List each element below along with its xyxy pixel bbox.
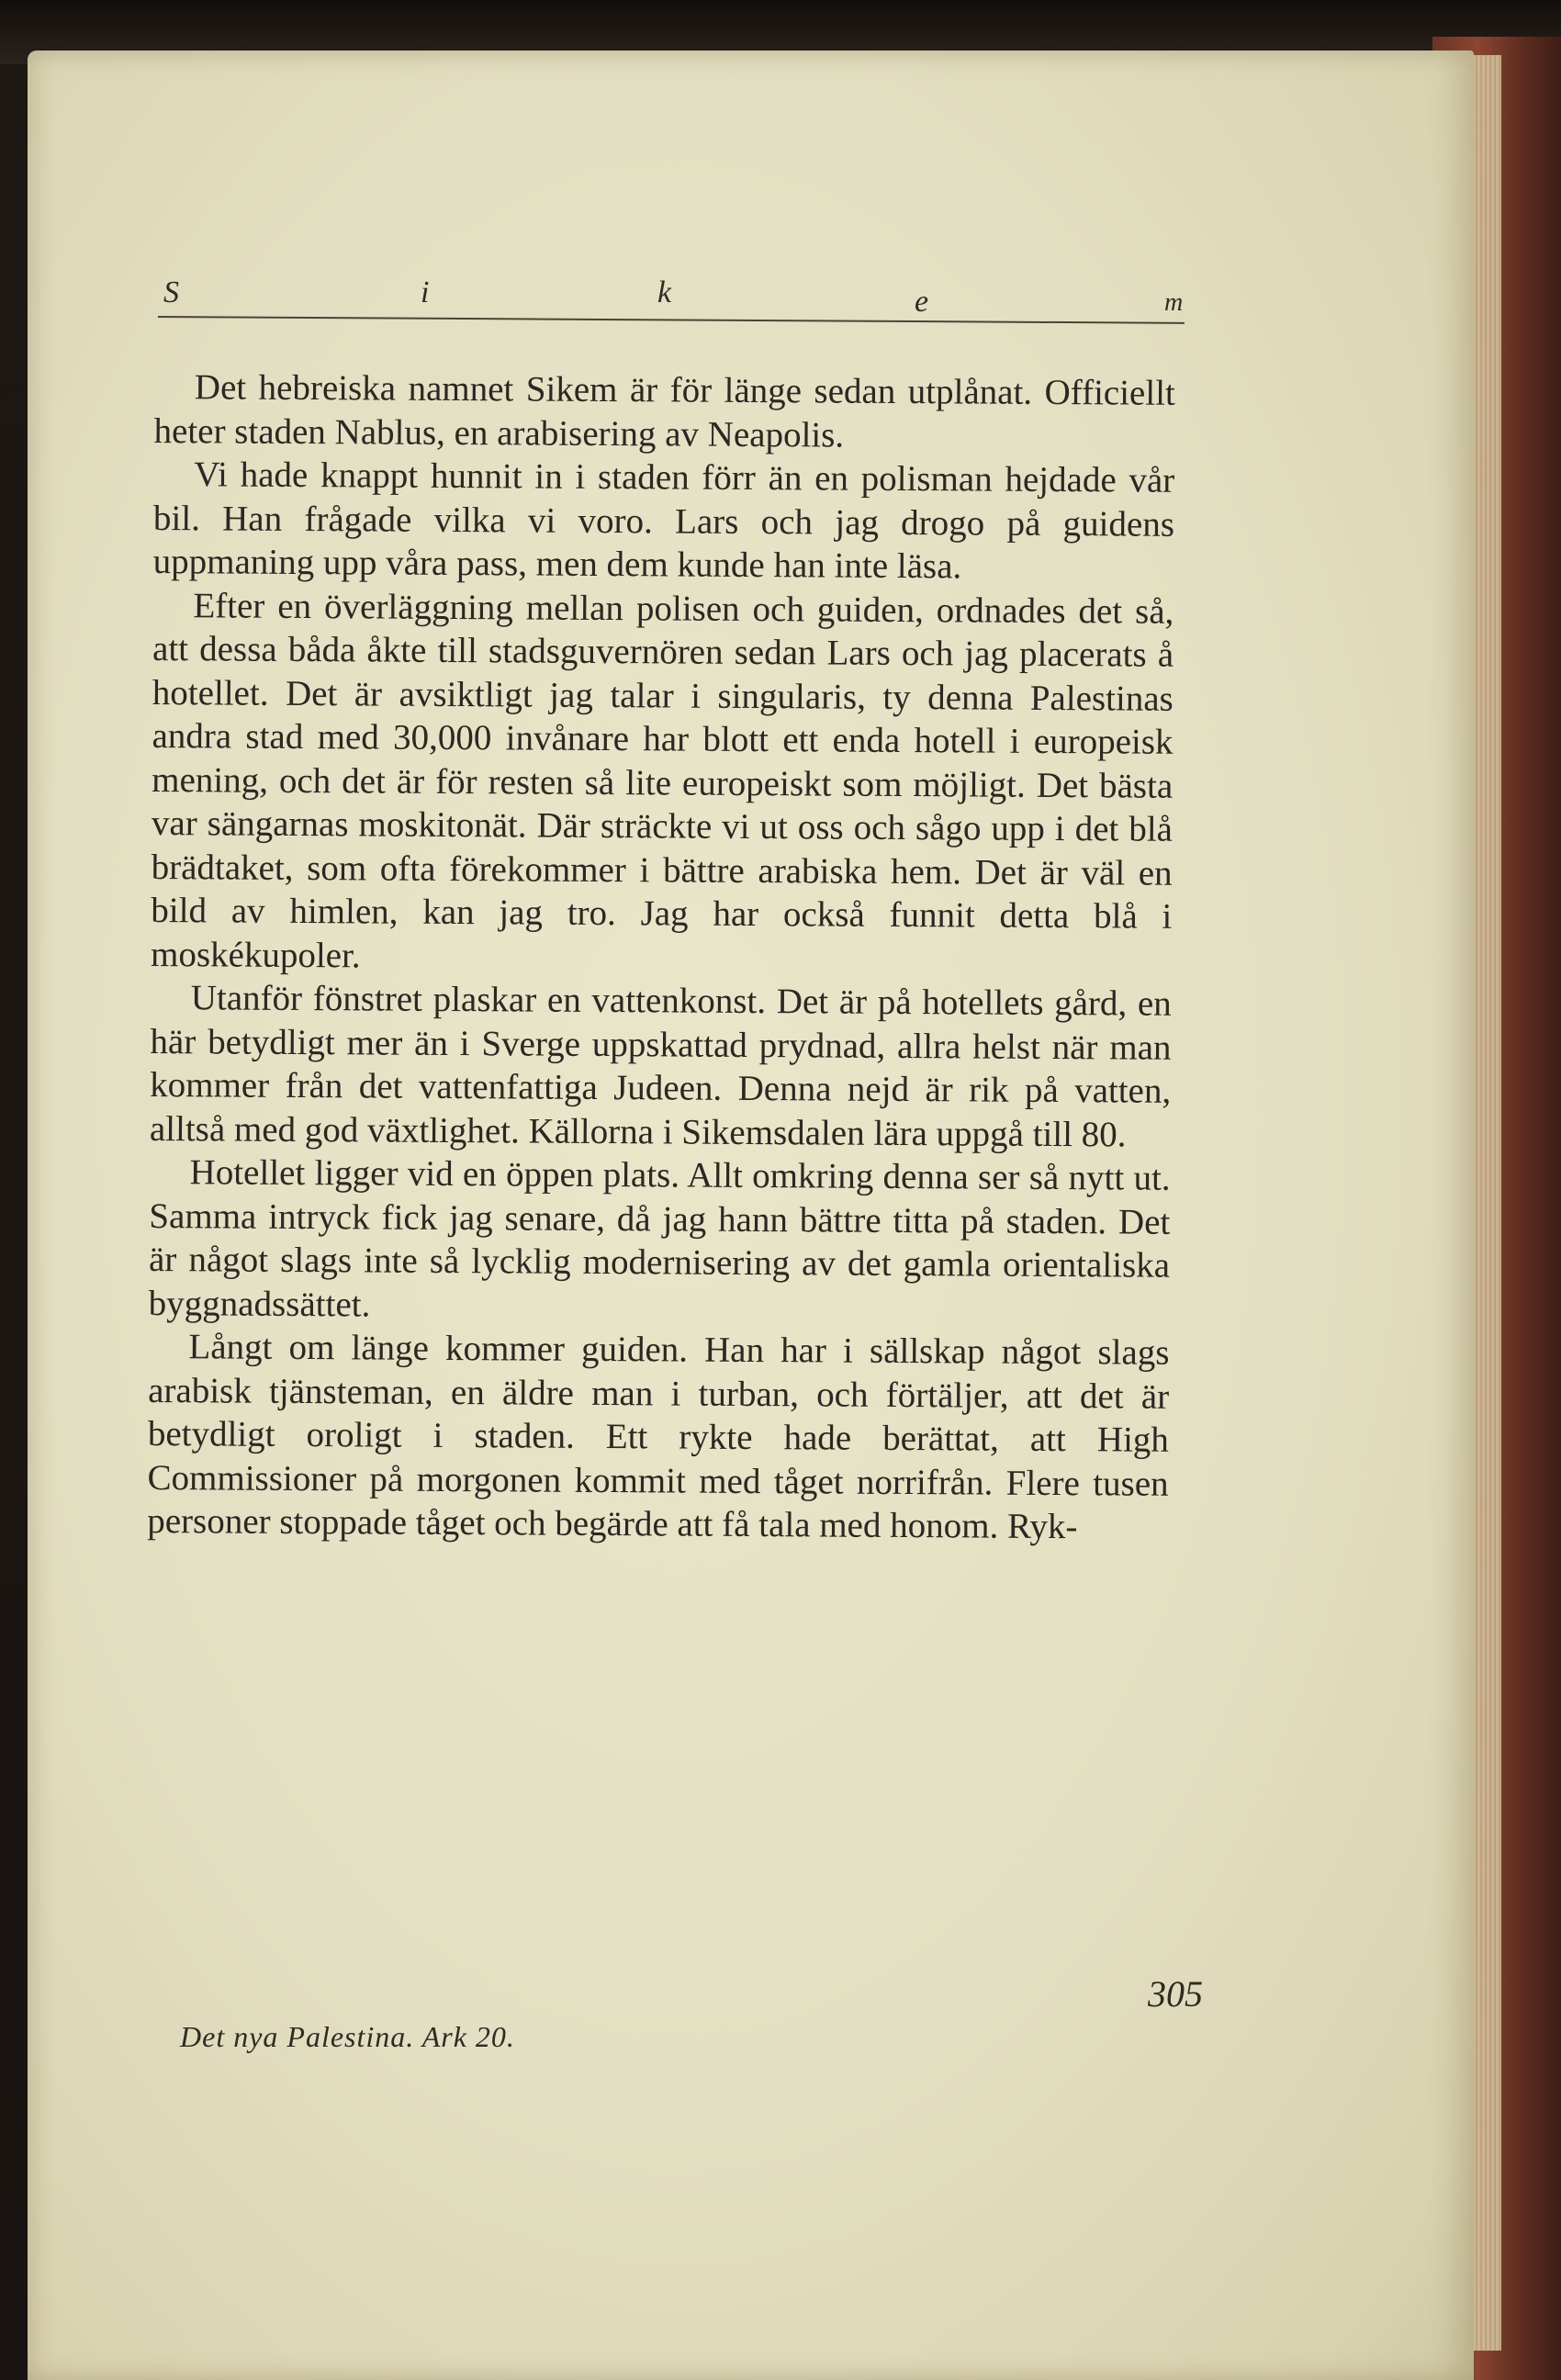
header-letter: S [163, 275, 179, 309]
header-letter: e [915, 285, 929, 319]
paragraph: Utanför fönstret plaskar en vattenkonst. Det är på hotellets gård, en här betydligt mer än i Sverge uppskattad prydnad, allra helst när man kommer från det vattenfattiga Judeen. Denna nejd är rik på vatten, alltså med god växtlighet. Källorna i Sikemsdalen lära uppgå till 80. [149, 978, 1172, 1154]
paragraph: Långt om länge kommer guiden. Han har i sällskap något slags arabisk tjänsteman, en äldre man i turban, och förtäljer, att det är betydligt oroligt i staden. Ett rykte hade berättat, att High Commissioner på morgonen kommit med tåget norrifrån. Flere tusen personer stoppade tåget och begärde att få tala med honom. Ryk- [147, 1327, 1170, 1547]
paragraph: Vi hade knappt hunnit in i staden förr än en polisman hejdade vår bil. Han frågade vilka vi voro. Lars och jag drogo på guidens uppmaning upp våra pass, men dem kunde han inte läsa. [152, 455, 1175, 587]
page-number: 305 [1148, 1973, 1203, 2015]
paragraph: Hotellet ligger vid en öppen plats. Allt omkring denna ser så nytt ut. Samma intryck fick jag senare, då jag hann bättre titta på staden. Det är något slags inte så lycklig modernisering av det gamla orientaliska byggnadssättet. [148, 1152, 1171, 1324]
header-letter: m [1164, 288, 1184, 317]
signature-mark: Det nya Palestina. Ark 20. [180, 2020, 515, 2053]
body-text [147, 365, 1175, 1549]
header-letter: k [657, 275, 672, 309]
paragraph: Efter en överläggning mellan polisen och guiden, ordnades det så, att dessa båda åkte till stadsguvernören sedan Lars och jag placerats å hotellet. Det är avsiktligt jag talar i singularis, ty denna Palestinas andra stad med 30,000 invånare har blott ett enda hotell i europeisk mening, och det är för resten så lite europeiskt som möjligt. Det bästa var sängarnas moskitonät. Där sträckte vi ut oss och sågo upp i det blå brädtaket, som ofta förekommer i bättre arabiska hem. Det är väl en bild av himlen, kan jag tro. Jag har också funnit detta blå i moskékupoler. [150, 585, 1174, 975]
header-letter: i [421, 275, 430, 309]
paragraph: Det hebreiska namnet Sikem är för länge sedan utplånat. Officiellt heter staden Nablus, en arabisering av Neapolis. [153, 367, 1175, 455]
running-header [163, 275, 1184, 319]
